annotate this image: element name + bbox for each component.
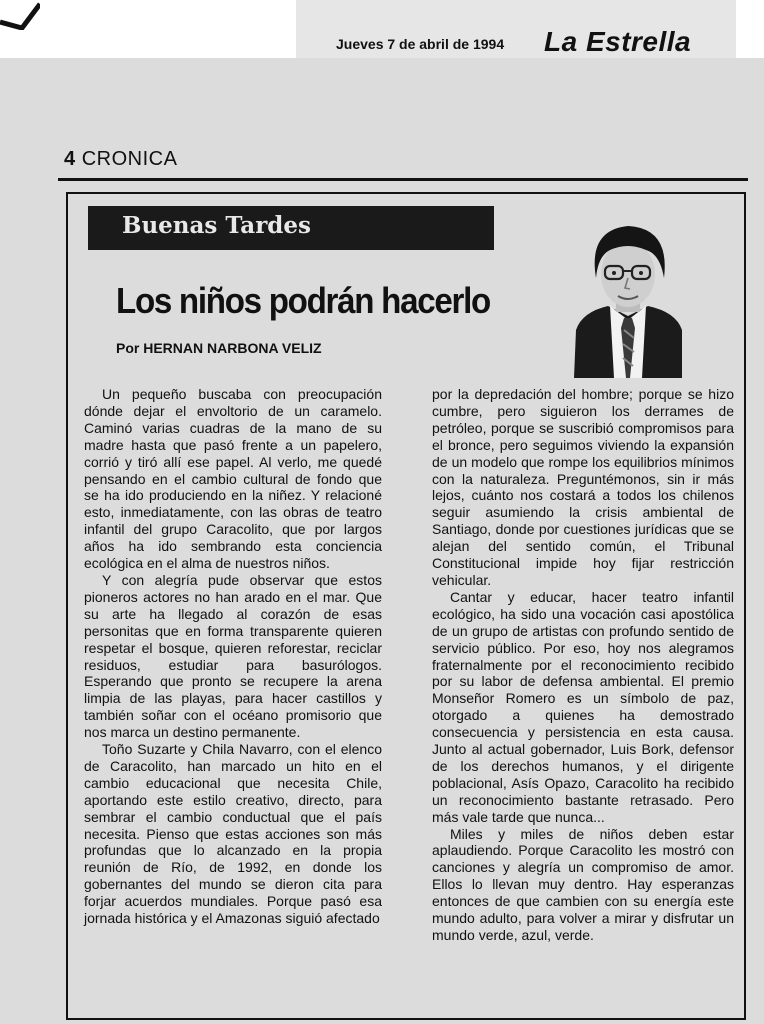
newspaper-name: La Estrella — [544, 26, 692, 57]
paragraph: Un pequeño buscaba con preocupación dónde dejar el envoltorio de un caramelo. Caminó varias cuadras de la mano de su madre hasta que pasó frente a un papelero, corrió y tiró allí ese papel. Al verlo, me quedé pensando en el cambio cultural de fondo que se ha ido produciendo en la niñez. Y relacioné esto, inmediatamente, con las obras de teatro infantil del grupo Caracolito, que por largos años ha ido sembrando esta conciencia ecológica en el alma de nuestros niños. — [84, 386, 382, 572]
clipping-edge-mark-icon — [0, 0, 40, 30]
article-headline: Los niños podrán hacerlo — [116, 280, 490, 321]
publication-date: Jueves 7 de abril de 1994 — [336, 36, 505, 52]
column-name: Buenas Tardes — [122, 212, 311, 239]
column-banner — [88, 206, 494, 250]
section-number: 4 — [64, 148, 76, 170]
paragraph: Y con alegría pude observar que estos pioneros actores no han arado en el mar. Que su arte ha llegado al corazón de esas personitas que en forma transparente quieren respetar el bosque, quieren reforestar, reciclar residuos, estudiar para basurólogos. Esperando que pronto se recupere la arena limpia de las playas, para hacer castillos y también soñar con el océano promisorio que nos marca un destino permanente. — [84, 571, 382, 741]
article-column-left — [84, 386, 382, 927]
section-name: CRONICA — [81, 148, 178, 170]
article-byline: Por HERNAN NARBONA VELIZ — [116, 340, 322, 356]
section-rule — [58, 178, 748, 181]
article-column-right — [432, 386, 734, 944]
paragraph: Cantar y educar, hacer teatro infantil ecológico, ha sido una vocación casi apostólica de un grupo de artistas con profundo sentido de servicio público. Por eso, hoy nos alegramos fraternalmente por el reconocimiento recibido por su labor de defensa ambiental. El premio Monseñor Romero es un símbolo de paz, otorgado a quienes ha demostrado consecuencia y persistencia en esta causa. Junto al actual gobernador, Luis Bork, defensor de los derechos humanos, y el dirigente poblacional, Asís Opazo, Caracolito ha recibido un reconocimiento bastante retrasado. Pero más vale tarde que nunca... — [432, 588, 734, 825]
paragraph: por la depredación del hombre; porque se hizo cumbre, pero siguieron los derrames de petróleo, porque se suscribió compromisos para el bronce, pero seguimos viviendo la expansión de un modelo que rompe los equilibrios mínimos con la naturaleza. Preguntémonos, sin ir más lejos, cuánto nos costará a todos los chilenos seguir asumiendo la crisis ambiental de Santiago, donde por cuestiones jurídicas que se alejan del sentido común, el Tribunal Constitucional impide hoy fijar restricción vehicular. — [432, 386, 734, 588]
section-header — [64, 148, 177, 171]
paragraph: Toño Suzarte y Chila Navarro, con el elenco de Caracolito, han marcado un hito en el cambio educacional que necesita Chile, aportando este estilo creativo, directo, para sembrar el cambio conductual que el país necesita. Pienso que estas acciones son más profundas que lo alcanzado en la propia reunión de Río, de 1992, en donde los gobernantes del mundo se dieron cita para forjar acuerdos mundiales. Porque pasó esa jornada histórica y el Amazonas siguió afectado — [84, 741, 382, 927]
author-portrait-icon — [572, 220, 684, 378]
paragraph: Miles y miles de niños deben estar aplaudiendo. Porque Caracolito les mostró con canciones y alegría un compromiso de amor. Ellos lo llevan muy dentro. Hay esperanzas entonces de que cambien con su energía este mundo adulto, para volver a mirar y disfrutar un mundo verde, azul, verde. — [432, 825, 734, 943]
